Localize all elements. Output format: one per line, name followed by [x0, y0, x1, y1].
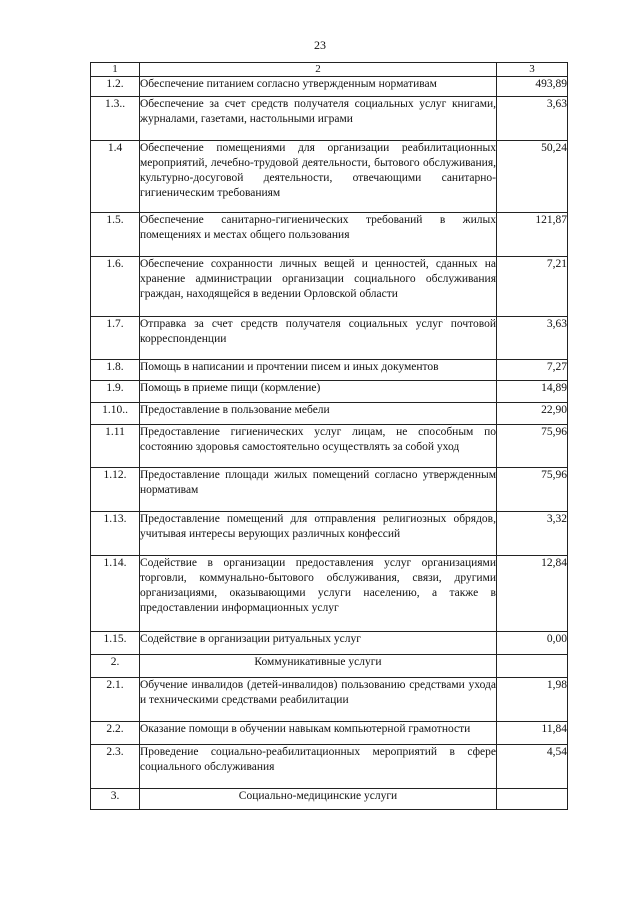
service-description: Оказание помощи в обучении навыкам компьютерной грамотности — [140, 722, 497, 745]
row-number: 1.12. — [91, 468, 140, 512]
service-cost: 11,84 — [497, 722, 568, 745]
row-number: 2.1. — [91, 678, 140, 722]
table-row — [91, 257, 568, 317]
service-cost: 121,87 — [497, 213, 568, 257]
service-cost: 0,00 — [497, 632, 568, 655]
service-cost: 1,98 — [497, 678, 568, 722]
table-header-row — [91, 63, 568, 77]
row-number: 1.8. — [91, 360, 140, 381]
section-row — [91, 655, 568, 678]
row-number: 1.9. — [91, 381, 140, 403]
service-cost: 12,84 — [497, 556, 568, 632]
page-number: 23 — [314, 38, 326, 52]
service-description: Обеспечение санитарно-гигиенических требований в жилых помещениях и местах общего пользования — [140, 213, 497, 257]
table-row — [91, 317, 568, 360]
service-cost: 3,63 — [497, 317, 568, 360]
service-description: Отправка за счет средств получателя социальных услуг почтовой корреспонденции — [140, 317, 497, 360]
header-col-1: 1 — [91, 63, 140, 77]
row-number: 2. — [91, 655, 140, 678]
table-row — [91, 213, 568, 257]
service-cost — [497, 789, 568, 810]
row-number: 1.14. — [91, 556, 140, 632]
table-row — [91, 512, 568, 556]
table-row — [91, 141, 568, 213]
service-cost: 7,27 — [497, 360, 568, 381]
table-row — [91, 77, 568, 97]
service-description: Содействие в организации предоставления услуг организациями торговли, коммунально-бытового обслуживания, связи, другими организациями, оказывающими услуги населению, а также в предоставлении информационных услуг — [140, 556, 497, 632]
service-description: Предоставление гигиенических услуг лицам, не способным по состоянию здоровья самостоятельно осуществлять за собой уход — [140, 425, 497, 468]
service-cost: 50,24 — [497, 141, 568, 213]
service-description: Обеспечение помещениями для организации реабилитационных мероприятий, лечебно-трудовой деятельности, бытового обслуживания, культурно-досуговой деятельности, отвечающими санитарно-гигиеническим требованиям — [140, 141, 497, 213]
service-cost: 493,89 — [497, 77, 568, 97]
row-number: 3. — [91, 789, 140, 810]
table-row — [91, 360, 568, 381]
table-row — [91, 381, 568, 403]
table-row — [91, 722, 568, 745]
table-row — [91, 556, 568, 632]
row-number: 2.2. — [91, 722, 140, 745]
service-description: Помощь в приеме пищи (кормление) — [140, 381, 497, 403]
row-number: 1.15. — [91, 632, 140, 655]
row-number: 1.7. — [91, 317, 140, 360]
service-description: Обеспечение за счет средств получателя социальных услуг книгами, журналами, газетами, настольными играми — [140, 97, 497, 141]
header-col-3: 3 — [497, 63, 568, 77]
service-description: Помощь в написании и прочтении писем и иных документов — [140, 360, 497, 381]
row-number: 1.3.. — [91, 97, 140, 141]
row-number: 1.5. — [91, 213, 140, 257]
row-number: 1.10.. — [91, 403, 140, 425]
service-cost: 75,96 — [497, 425, 568, 468]
service-cost: 3,63 — [497, 97, 568, 141]
service-description: Обеспечение сохранности личных вещей и ценностей, сданных на хранение администрации организации социального обслуживания граждан, находящейся в ведении Орловской области — [140, 257, 497, 317]
service-cost: 22,90 — [497, 403, 568, 425]
row-number: 1.6. — [91, 257, 140, 317]
table-row — [91, 403, 568, 425]
row-number: 1.2. — [91, 77, 140, 97]
table-row — [91, 678, 568, 722]
service-cost — [497, 655, 568, 678]
service-cost: 75,96 — [497, 468, 568, 512]
row-number: 1.11 — [91, 425, 140, 468]
service-cost: 7,21 — [497, 257, 568, 317]
table-row — [91, 425, 568, 468]
service-description: Обучение инвалидов (детей-инвалидов) пользованию средствами ухода и техническими средствами реабилитации — [140, 678, 497, 722]
service-description: Предоставление помещений для отправления религиозных обрядов, учитывая интересы верующих различных конфессий — [140, 512, 497, 556]
service-description: Предоставление площади жилых помещений согласно утвержденным нормативам — [140, 468, 497, 512]
table-row — [91, 97, 568, 141]
service-description: Предоставление в пользование мебели — [140, 403, 497, 425]
row-number: 2.3. — [91, 745, 140, 789]
tariff-table — [90, 62, 568, 810]
service-cost: 4,54 — [497, 745, 568, 789]
table-row — [91, 468, 568, 512]
service-cost: 3,32 — [497, 512, 568, 556]
service-description: Проведение социально-реабилитационных мероприятий в сфере социального обслуживания — [140, 745, 497, 789]
row-number: 1.13. — [91, 512, 140, 556]
section-title: Коммуникативные услуги — [140, 655, 497, 678]
header-col-2: 2 — [140, 63, 497, 77]
service-description: Обеспечение питанием согласно утвержденным нормативам — [140, 77, 497, 97]
section-row — [91, 789, 568, 810]
service-cost: 14,89 — [497, 381, 568, 403]
service-description: Содействие в организации ритуальных услуг — [140, 632, 497, 655]
section-title: Социально-медицинские услуги — [140, 789, 497, 810]
table-row — [91, 632, 568, 655]
table-row — [91, 745, 568, 789]
row-number: 1.4 — [91, 141, 140, 213]
